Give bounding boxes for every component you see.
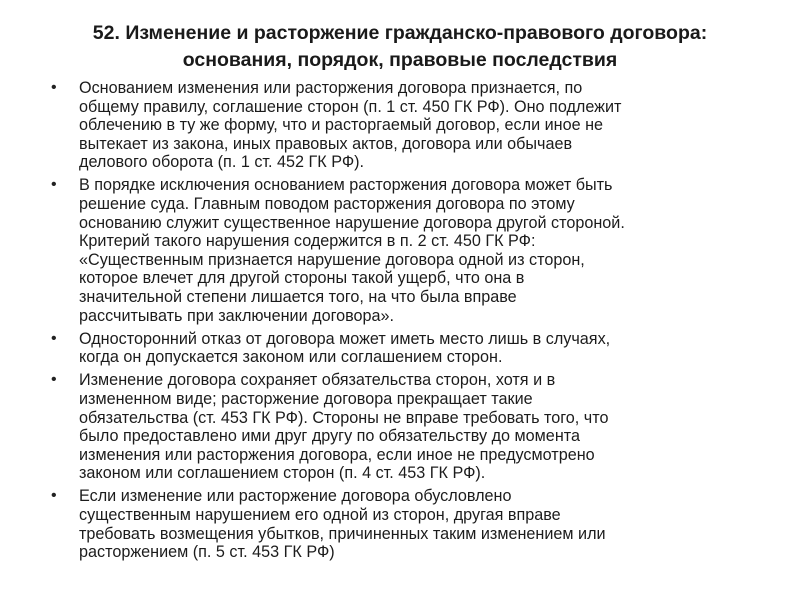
bullet-text-line: которое влечет для другой стороны такой ущерб, что она в (79, 269, 525, 288)
bullet-dot-icon: • (51, 371, 57, 389)
bullet-item (50, 330, 770, 367)
bullet-text-line: основанию служит существенное нарушение договора другой стороной. (79, 213, 625, 232)
bullet-text-line: когда он допускается законом или соглашением сторон. (79, 348, 503, 367)
bullet-text-line: Критерий такого нарушения содержится в п. 2 ст. 450 ГК РФ: (79, 232, 536, 251)
bullet-text-line: Изменение договора сохраняет обязательства сторон, хотя и в (79, 371, 556, 390)
bullet-text-line: законом или соглашением сторон (п. 4 ст. 453 ГК РФ). (79, 464, 486, 483)
bullet-dot-icon: • (51, 79, 57, 96)
bullet-text-line: облечению в ту же форму, что и расторгаемый договор, если иное не (79, 116, 604, 135)
bullet-text-line: значительной степени лишается того, на что была вправе (79, 288, 517, 307)
bullet-text-line: расторжением (п. 5 ст. 453 ГК РФ) (79, 543, 335, 562)
bullet-text-line: вытекает из закона, иных правовых актов, договора или обычаев (79, 134, 573, 153)
bullet-list (50, 79, 770, 566)
bullet-text-line: Односторонний отказ от договора может иметь место лишь в случаях, (79, 329, 611, 348)
bullet-text-line: общему правилу, соглашение сторон (п. 1 ст. 450 ГК РФ). Оно подлежит (79, 97, 622, 116)
bullet-item (50, 176, 770, 325)
bullet-text-line: Если изменение или расторжение договора обусловлено (79, 487, 512, 506)
bullet-item (50, 487, 770, 561)
bullet-text-line: было предоставлено ими друг другу по обязательству до момента (79, 427, 580, 446)
bullet-item (50, 371, 770, 483)
bullet-text-line: Основанием изменения или расторжения договора признается, по (79, 79, 583, 97)
bullet-item (50, 79, 770, 172)
bullet-text-line: В порядке исключения основанием расторжения договора может быть (79, 176, 613, 195)
slide-title-line: основания, порядок, правовые последствия (182, 49, 618, 71)
bullet-dot-icon: • (51, 176, 57, 194)
bullet-dot-icon: • (51, 329, 57, 347)
bullet-dot-icon: • (51, 487, 57, 505)
bullet-text-line: требовать возмещения убытков, причиненных таким изменением или (79, 524, 606, 543)
bullet-text-line: рассчитывать при заключении договора». (79, 306, 395, 325)
bullet-text-line: решение суда. Главным поводом расторжения договора по этому (79, 195, 575, 214)
bullet-text-line: делового оборота (п. 1 ст. 452 ГК РФ). (79, 153, 365, 172)
bullet-text-line: обязательства (ст. 453 ГК РФ). Стороны не вправе требовать того, что (79, 408, 609, 427)
slide-title (40, 20, 760, 74)
bullet-text-line: существенным нарушением его одной из сторон, другая вправе (79, 506, 561, 525)
bullet-text-line: «Существенным признается нарушение договора одной из сторон, (79, 250, 585, 269)
slide-title-line: 52. Изменение и расторжение гражданско-правового договора: (92, 22, 708, 44)
bullet-text-line: измененном виде; расторжение договора прекращает такие (79, 390, 533, 408)
bullet-text-line: изменения или расторжения договора, если иное не предусмотрено (79, 445, 595, 464)
